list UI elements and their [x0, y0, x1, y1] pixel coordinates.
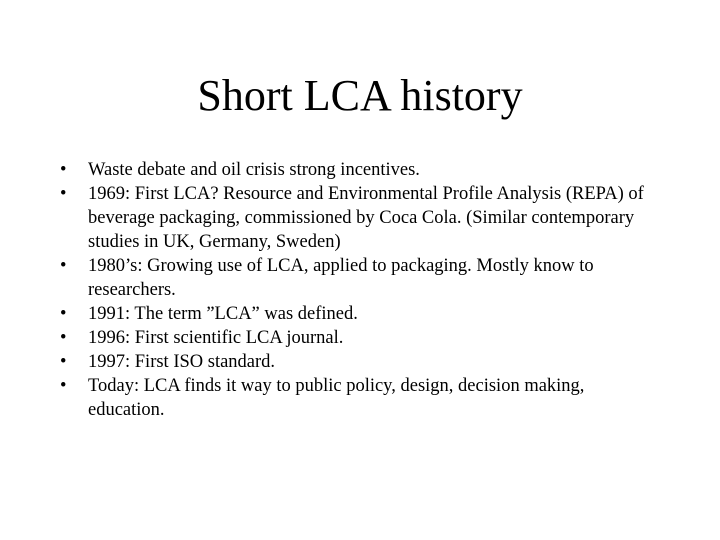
list-item — [60, 158, 660, 182]
bullet-text: 1969: First LCA? Resource and Environmental Profile Analysis (REPA) of beverage packaging, commissioned by Coca Cola. (Similar contemporary studies in UK, Germany, Sweden) — [88, 184, 644, 252]
bullet-text: 1997: First ISO standard. — [88, 352, 276, 372]
bullet-icon: • — [60, 328, 67, 348]
list-item — [60, 374, 660, 422]
list-item — [60, 326, 660, 350]
bullet-icon: • — [60, 352, 67, 372]
bullet-list — [60, 158, 660, 422]
bullet-icon: • — [60, 256, 67, 276]
list-item — [60, 302, 660, 326]
bullet-text: 1980’s: Growing use of LCA, applied to packaging. Mostly know to researchers. — [88, 256, 594, 300]
bullet-icon: • — [60, 304, 67, 324]
bullet-text: Today: LCA finds it way to public policy, design, decision making, education. — [88, 376, 585, 420]
list-item — [60, 182, 660, 254]
bullet-icon: • — [60, 160, 67, 180]
bullet-text: 1991: The term ”LCA” was defined. — [88, 304, 358, 324]
list-item — [60, 254, 660, 302]
bullet-text: Waste debate and oil crisis strong incentives. — [88, 160, 420, 180]
slide-title: Short LCA history — [197, 71, 523, 120]
bullet-icon: • — [60, 184, 67, 204]
bullet-text: 1996: First scientific LCA journal. — [88, 328, 344, 348]
bullet-icon: • — [60, 376, 67, 396]
list-item — [60, 350, 660, 374]
